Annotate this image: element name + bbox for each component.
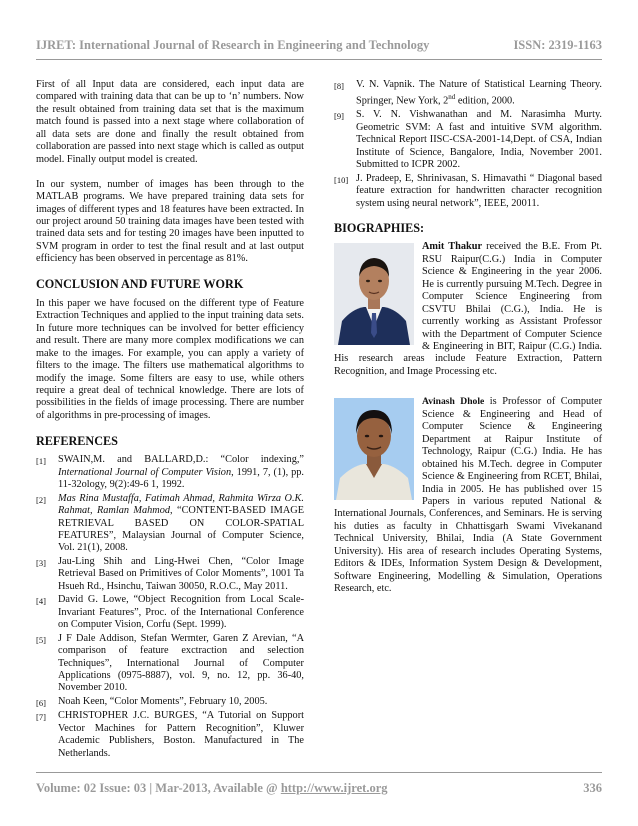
biography-avinash-dhole xyxy=(334,390,602,595)
reference-item xyxy=(36,493,304,555)
left-column xyxy=(36,79,304,761)
reference-number: [3] xyxy=(36,557,46,568)
reference-number: [2] xyxy=(36,494,46,505)
author-name: Amit Thakur xyxy=(422,241,483,253)
author-photo xyxy=(334,243,414,345)
reference-number: [10] xyxy=(334,174,349,185)
conclusion-heading: CONCLUSION AND FUTURE WORK xyxy=(36,277,244,292)
biography-text: Avinash Dhole is Professor of Computer Science & Engineering and Head of Computer Science & Engineering Department at Raipur Institute of Technology, Raipur (C.G.) India. He has obtained his M.Tech. degree in Computer Science & Engineering from RCET, Bhilai, India in 2005. He has published over 15 Papers in various reputed National & International Journals, Conferences, and Seminars. He is serving his duties as faculty in Chhattisgarh Swami Vivekanand Technical University, Bhilai, India (A State Government University). His area of research includes Operating Systems, Editors & IDEs, Information System Design & Development, Software Engineering, Modelling & Simulation, Operations Research, etc. xyxy=(334,396,602,595)
reference-number: [6] xyxy=(36,697,46,708)
reference-text: S. V. N. Vishwanathan and M. Narasimha Murty. Geometric SVM: A fast and intuitive SVM algorithm. Technical Report IISC-CSA-2001-14,Dept. of CSA, Indian Institute of Science, Bangalore, India, November 2001. Submitted to ICPR 2002. xyxy=(356,109,602,171)
reference-list-continued xyxy=(334,79,602,210)
biography-amit-thakur xyxy=(334,241,602,378)
reference-text: Noah Keen, “Color Moments”, February 10, 2005. xyxy=(58,695,268,707)
reference-item xyxy=(36,633,304,695)
reference-text: SWAIN,M. and BALLARD,D.: “Color indexing,” International Journal of Computer Vision, 1991, 7, (1), pp. 11-32ology, 9(2):49-6 1, 1992. xyxy=(58,454,305,491)
reference-text: Mas Rina Mustaffa, Fatimah Ahmad, Rahmita Wirza O.K. Rahmat, Ramlan Mahmod, “CONTENT-BASED IMAGE RETRIEVAL BASED ON COLOR-SPATIAL FEATURES”, Malaysian Journal of Computer Science, Vol. 21(1), 2008. xyxy=(58,492,304,554)
paragraph-input-data: First of all Input data are considered, each input data are compared with training data that can be up to ‘n’ numbers. Now the result obtained from training data set that is the maximum match found is passed into a next stage where collaboration of all data sets are done and finally the result obtained from collaboration are passed into next stage which is called as output model. Finally output model is created. xyxy=(36,79,304,165)
reference-text: V. N. Vapnik. The Nature of Statistical Learning Theory. Springer, New York, 2nd edition, 2000. xyxy=(356,79,602,107)
page-number: 336 xyxy=(583,781,602,795)
right-column xyxy=(334,79,602,608)
reference-item xyxy=(36,710,304,760)
reference-item xyxy=(36,556,304,593)
page-header xyxy=(36,34,602,60)
issn-label: ISSN: 2319-1163 xyxy=(513,38,602,52)
author-photo xyxy=(334,398,414,500)
reference-text: David G. Lowe, “Object Recognition from Local Scale-Invariant Features”, Proc. of the International Conference on Computer Vision, Corfu (Sept. 1999). xyxy=(58,594,304,631)
reference-item xyxy=(36,594,304,631)
reference-text: J. Pradeep, E, Shrinivasan, S. Himavathi “ Diagonal based feature extraction for handwritten character recognition system using neural network”, IEEE, 20011. xyxy=(356,172,602,209)
paragraph-system: In our system, number of images has been through to the MATLAB programs. We have prepared training data sets for images of different types and 18 features have been extracted. In our project around 50 training data images have been tested with trained data sets and for testing 20 images have been inputted to SVM program in order to test the final result and at last output efficiency has been observed in percentage as 81%. xyxy=(36,178,304,265)
reference-text: Jau-Ling Shih and Ling-Hwei Chen, “Color Image Retrieval Based on Primitives of Color Moments”, 1001 Ta Hsueh Rd., Hsinchu, Taiwan 30050, R.O.C., May 2011. xyxy=(58,555,304,592)
reference-text: CHRISTOPHER J.C. BURGES, “A Tutorial on Support Vector Machines for Pattern Recognition”, Kluwer Academic Publishers, Boston. Manufactured in The Netherlands. xyxy=(58,710,304,759)
biographies-heading: BIOGRAPHIES: xyxy=(334,220,425,235)
journal-website-link[interactable]: http://www.ijret.org xyxy=(280,781,388,795)
journal-title: IJRET: International Journal of Research in Engineering and Technology xyxy=(36,38,430,52)
reference-text: J F Dale Addison, Stefan Wermter, Garen Z Arevian, “A comparison of feature exctraction and selection Techniques”, International Journal of Computer Applications (0975-8887), vol. 9, no. 12, pp. 36-40, November 2010. xyxy=(58,632,304,694)
reference-item xyxy=(334,79,602,108)
reference-item xyxy=(36,454,304,491)
page-footer xyxy=(36,772,602,796)
reference-list xyxy=(36,454,304,760)
reference-number: [7] xyxy=(36,712,46,723)
references-heading: REFERENCES xyxy=(36,433,118,448)
footer-volume-info: Volume: 02 Issue: 03 | Mar-2013, Available @ http://www.ijret.org xyxy=(36,781,388,795)
reference-number: [5] xyxy=(36,634,46,645)
biography-text: Amit Thakur received the B.E. From Pt. RSU Raipur(C.G.) India in Computer Science & Engineering in the year 2006. He is currently pursuing M.Tech. Degree in Computer Science Engineering from CSVTU Bhilai (C.G.), India. He is currently working as Assistant Professor with the Department of Computer Science & Engineering in BIT, Raipur (C.G.) India. His research areas include Feature Extraction, Pattern Recognition, and Image Processing etc. xyxy=(334,241,602,377)
author-name: Avinash Dhole xyxy=(422,396,485,408)
reference-number: [1] xyxy=(36,456,46,467)
reference-number: [4] xyxy=(36,596,46,607)
reference-number: [9] xyxy=(334,111,344,122)
conclusion-text: In this paper we have focused on the different type of Feature Extraction Techniques and applied to the input training data sets. In future more techniques can be involved for better efficiency and result. There are many more complex modifications we can make to the images. For example, you can apply a variety of filters to the image. The filters use mathematical algorithms to modify the image. Some filters are easy to use, while others require a great deal of technical knowledge. There are lots of possibilities in the fields of image processing. There are number of algorithms in pre-processing of images. xyxy=(36,297,304,421)
reference-item xyxy=(36,696,304,709)
reference-item xyxy=(334,109,602,171)
reference-item xyxy=(334,173,602,210)
reference-number: [8] xyxy=(334,81,344,91)
